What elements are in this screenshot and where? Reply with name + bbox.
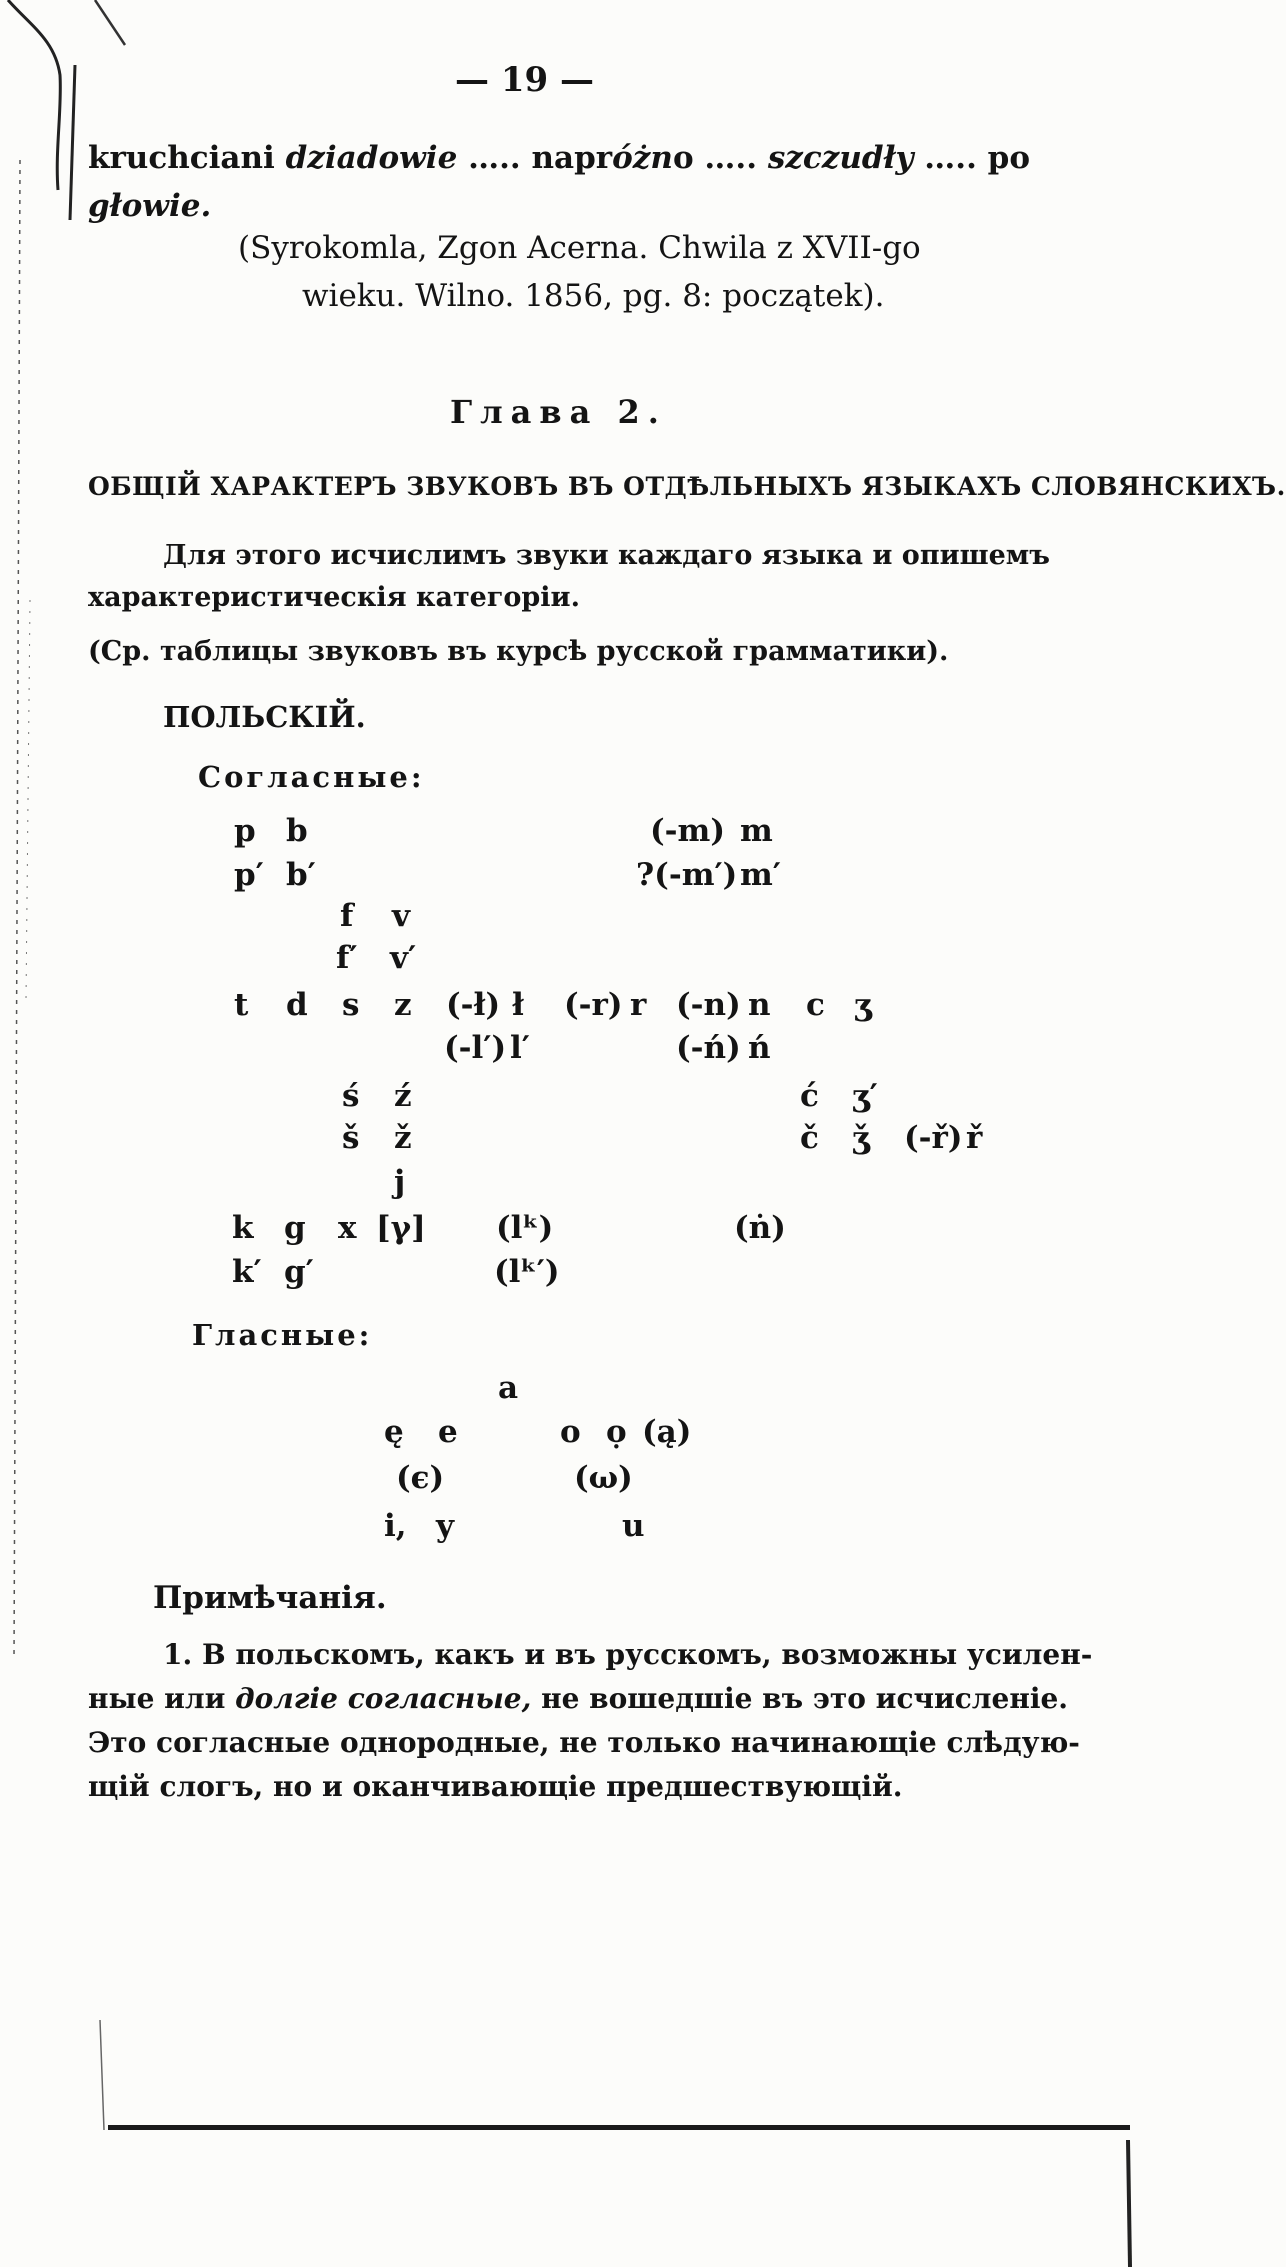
consonant-z: z [394, 987, 412, 1023]
consonant-l: ł [512, 987, 524, 1023]
consonant-r-caron: ř [966, 1120, 983, 1156]
consonant-s-acute: ś [342, 1078, 360, 1114]
polish-heading: ПОЛЬСКІЙ. [163, 700, 366, 734]
consonant-p-soft: p′ [234, 857, 264, 893]
consonant-l-velar-soft: (lᵏ′) [494, 1254, 560, 1290]
note-1-line-3: Это согласные однородные, не только начинающіе слѣдую- [88, 1726, 1080, 1759]
vowel-e-ogonek: ę [384, 1414, 404, 1450]
note-1-line-2-c: не вошедшіе въ это исчисленіе. [531, 1682, 1069, 1715]
vowels-label: Гласные: [192, 1318, 373, 1352]
section-title: ОБЩІЙ ХАРАКТЕРЪ ЗВУКОВЪ ВЪ ОТДѢЛЬНЫХЪ ЯЗЫКАХЪ СЛОВЯНСКИХЪ. [88, 472, 1286, 501]
intro-line-1: Для этого исчислимъ звуки каждаго языка и опишемъ [163, 540, 1050, 571]
page-number: — 19 — [455, 60, 594, 100]
vowel-a: a [498, 1370, 519, 1406]
consonant-n-paren: (-n) [676, 987, 741, 1023]
consonant-c-caron: č [800, 1120, 819, 1156]
consonant-s-caron: š [342, 1120, 360, 1156]
consonant-n-soft: ń [748, 1030, 771, 1066]
consonant-n: n [748, 987, 771, 1023]
verse-word-szczudly: szczudły [767, 140, 914, 176]
vowel-o-dot: ọ [606, 1414, 627, 1450]
consonant-dz: ʒ [854, 987, 872, 1023]
consonant-l-paren: (-ł) [446, 987, 501, 1023]
consonant-p: p [234, 813, 256, 849]
consonant-r-caron-paren: (-ř) [904, 1120, 963, 1156]
vowel-e-paren: (є) [396, 1460, 445, 1496]
consonant-g-soft: g′ [284, 1254, 314, 1290]
bottom-rule [108, 2125, 1130, 2130]
verse-line-1 [88, 140, 1030, 176]
note-1-line-2-a: ные или [88, 1682, 236, 1715]
consonant-b: b [286, 813, 308, 849]
consonant-v-soft: v′ [390, 940, 417, 976]
verse-word-naprozno-a: ….. napr [457, 140, 613, 176]
verse-word-naprozno-b: óżn [612, 140, 673, 176]
consonants-label: Согласные: [198, 760, 425, 794]
verse-word-po: ….. po [913, 140, 1031, 176]
note-1-line-1: 1. В польскомъ, какъ и въ русскомъ, возможны усилен- [163, 1638, 1093, 1671]
consonant-l-velar: (lᵏ) [496, 1210, 554, 1246]
consonant-l-soft: l′ [510, 1030, 530, 1066]
note-1-term: долгіе согласные, [235, 1682, 532, 1715]
consonant-dz-caron: ǯ [852, 1120, 870, 1156]
consonant-m-soft: m′ [740, 857, 781, 893]
consonant-dz-acute: ʒ′ [852, 1078, 878, 1114]
consonant-t: t [234, 987, 249, 1023]
consonant-gamma: [γ] [376, 1210, 426, 1246]
intro-line-2: характеристическія категоріи. [88, 582, 580, 613]
consonant-f-soft: f′ [336, 940, 358, 976]
consonant-l-soft-paren: (-l′) [444, 1030, 507, 1066]
consonant-v: v [392, 898, 411, 934]
consonant-d: d [286, 987, 308, 1023]
consonant-z-acute: ź [394, 1078, 412, 1114]
vowel-o: o [560, 1414, 581, 1450]
consonant-g: g [284, 1210, 306, 1246]
citation-line-2: wieku. Wilno. 1856, pg. 8: początek). [302, 278, 885, 314]
verse-line-2: głowie. [88, 188, 212, 224]
consonant-k-soft: k′ [232, 1254, 262, 1290]
consonant-m-soft-paren: ?(-m′) [636, 857, 738, 893]
vowel-e: e [438, 1414, 458, 1450]
vowel-y: y [436, 1508, 455, 1544]
vowel-omega-paren: (ω) [574, 1460, 633, 1496]
intro-line-3: (Ср. таблицы звуковъ въ курсѣ русской грамматики). [88, 636, 949, 667]
notes-heading: Примѣчанія. [153, 1580, 387, 1616]
verse-word-dziadowie: dziadowie [285, 140, 458, 176]
consonant-n-soft-paren: (-ń) [676, 1030, 741, 1066]
consonant-f: f [340, 898, 354, 934]
note-1-line-4: щій слогъ, но и оканчивающіе предшествующій. [88, 1770, 903, 1803]
note-1-line-2 [88, 1682, 1068, 1715]
consonant-n-velar: (ṅ) [734, 1210, 786, 1246]
verse-word-naprozno-c: o ….. [672, 140, 768, 176]
citation-line-1: (Syrokomla, Zgon Acerna. Chwila z XVII-go [238, 230, 921, 266]
consonant-m: m [740, 813, 773, 849]
vowel-i: i, [384, 1508, 407, 1544]
vowel-u: u [622, 1508, 645, 1544]
consonant-j: j [394, 1164, 406, 1200]
consonant-r: r [630, 987, 647, 1023]
verse-word-kruchciani: kruchciani [88, 140, 286, 176]
consonant-r-paren: (-r) [564, 987, 623, 1023]
consonant-b-soft: b′ [286, 857, 316, 893]
consonant-c-acute: ć [800, 1078, 819, 1114]
consonant-m-paren: (-m) [650, 813, 726, 849]
chapter-title: Глава 2. [450, 393, 667, 431]
vowel-a-ogonek: (ą) [642, 1414, 692, 1450]
consonant-z-caron: ž [394, 1120, 412, 1156]
consonant-k: k [232, 1210, 254, 1246]
consonant-c: c [806, 987, 825, 1023]
consonant-x: x [338, 1210, 357, 1246]
consonant-s: s [342, 987, 360, 1023]
